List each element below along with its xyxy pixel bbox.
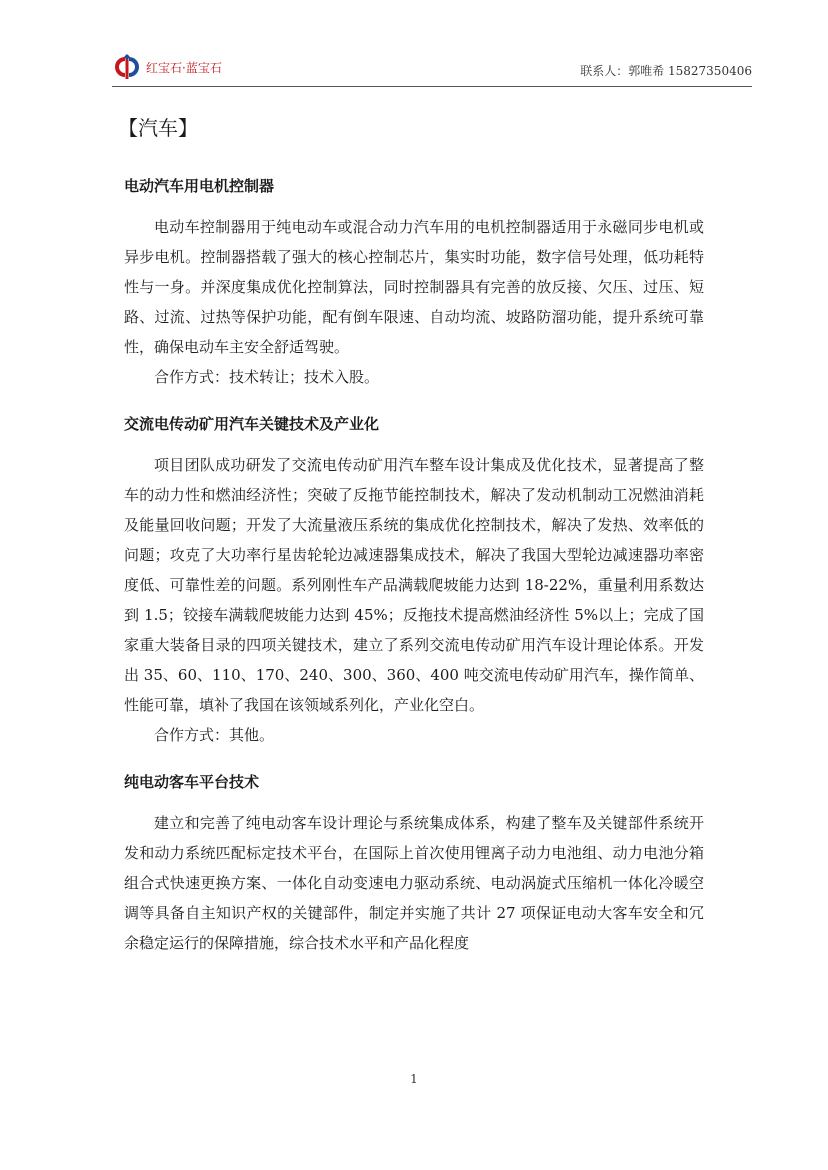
section-electric-bus: [124, 770, 704, 958]
section-title: 交流电传动矿用汽车关键技术及产业化: [124, 415, 380, 433]
section-body: 电动车控制器用于纯电动车或混合动力汽车用的电机控制器适用于永磁同步电机或异步电机。控制器搭载了强大的核心控制芯片，集实时功能，数字信号处理，低功耗特性与一身。并深度集成优化控制算法，同时控制器具有完善的放反接、欠压、过压、短路、过流、过热等保护功能，配有倒车限速、自动均流、坡路防溜功能，提升系统可靠性，确保电动车主安全舒适驾驶。: [124, 218, 704, 356]
contact-info: 联系人：郭唯希 15827350406: [580, 64, 752, 78]
cooperation-mode: 合作方式：其他。: [154, 726, 275, 744]
page-number: 1: [410, 1072, 418, 1086]
document-body: [118, 112, 704, 958]
logo-text: 红宝石·蓝宝石: [146, 60, 222, 75]
company-logo: [112, 54, 222, 80]
ruby-sapphire-logo-icon: [112, 54, 142, 80]
page-header: [112, 48, 752, 87]
section-body: 项目团队成功研发了交流电传动矿用汽车整车设计集成及优化技术，显著提高了整车的动力性和燃油经济性；突破了反拖节能控制技术，解决了发动机制动工况燃油消耗及能量回收问题；开发了大流量液压系统的集成优化控制技术，解决了发热、效率低的问题；攻克了大功率行星齿轮轮边减速器集成技术，解决了我国大型轮边减速器功率密度低、可靠性差的问题。系列刚性车产品满载爬坡能力达到 18-22%，重量利用系数达到 1.5；铰接车满载爬坡能力达到 45%；反拖技术提高燃油经济性 5%以上；完成了国家重大装备目录的四项关键技术，建立了系列交流电传动矿用汽车设计理论体系。开发出 35、60、110、170、240、300、360、400 吨交流电传动矿用汽车，操作简单、性能可靠，填补了我国在该领域系列化，产业化空白。: [124, 456, 704, 714]
cooperation-mode: 合作方式：技术转让；技术入股。: [154, 368, 380, 386]
section-body: 建立和完善了纯电动客车设计理论与系统集成体系，构建了整车及关键部件系统开发和动力系统匹配标定技术平台，在国际上首次使用锂离子动力电池组、动力电池分箱组合式快速更换方案、一体化自动变速电力驱动系统、电动涡旋式压缩机一体化冷暖空调等具备自主知识产权的关键部件，制定并实施了共计 27 项保证电动大客车安全和冗余稳定运行的保障措施，综合技术水平和产品化程度: [124, 814, 704, 952]
category-heading: 【汽车】: [118, 116, 198, 140]
section-mining-truck: [124, 412, 704, 750]
section-title: 电动汽车用电机控制器: [124, 177, 275, 195]
section-title: 纯电动客车平台技术: [124, 773, 260, 791]
section-motor-controller: [124, 174, 704, 392]
